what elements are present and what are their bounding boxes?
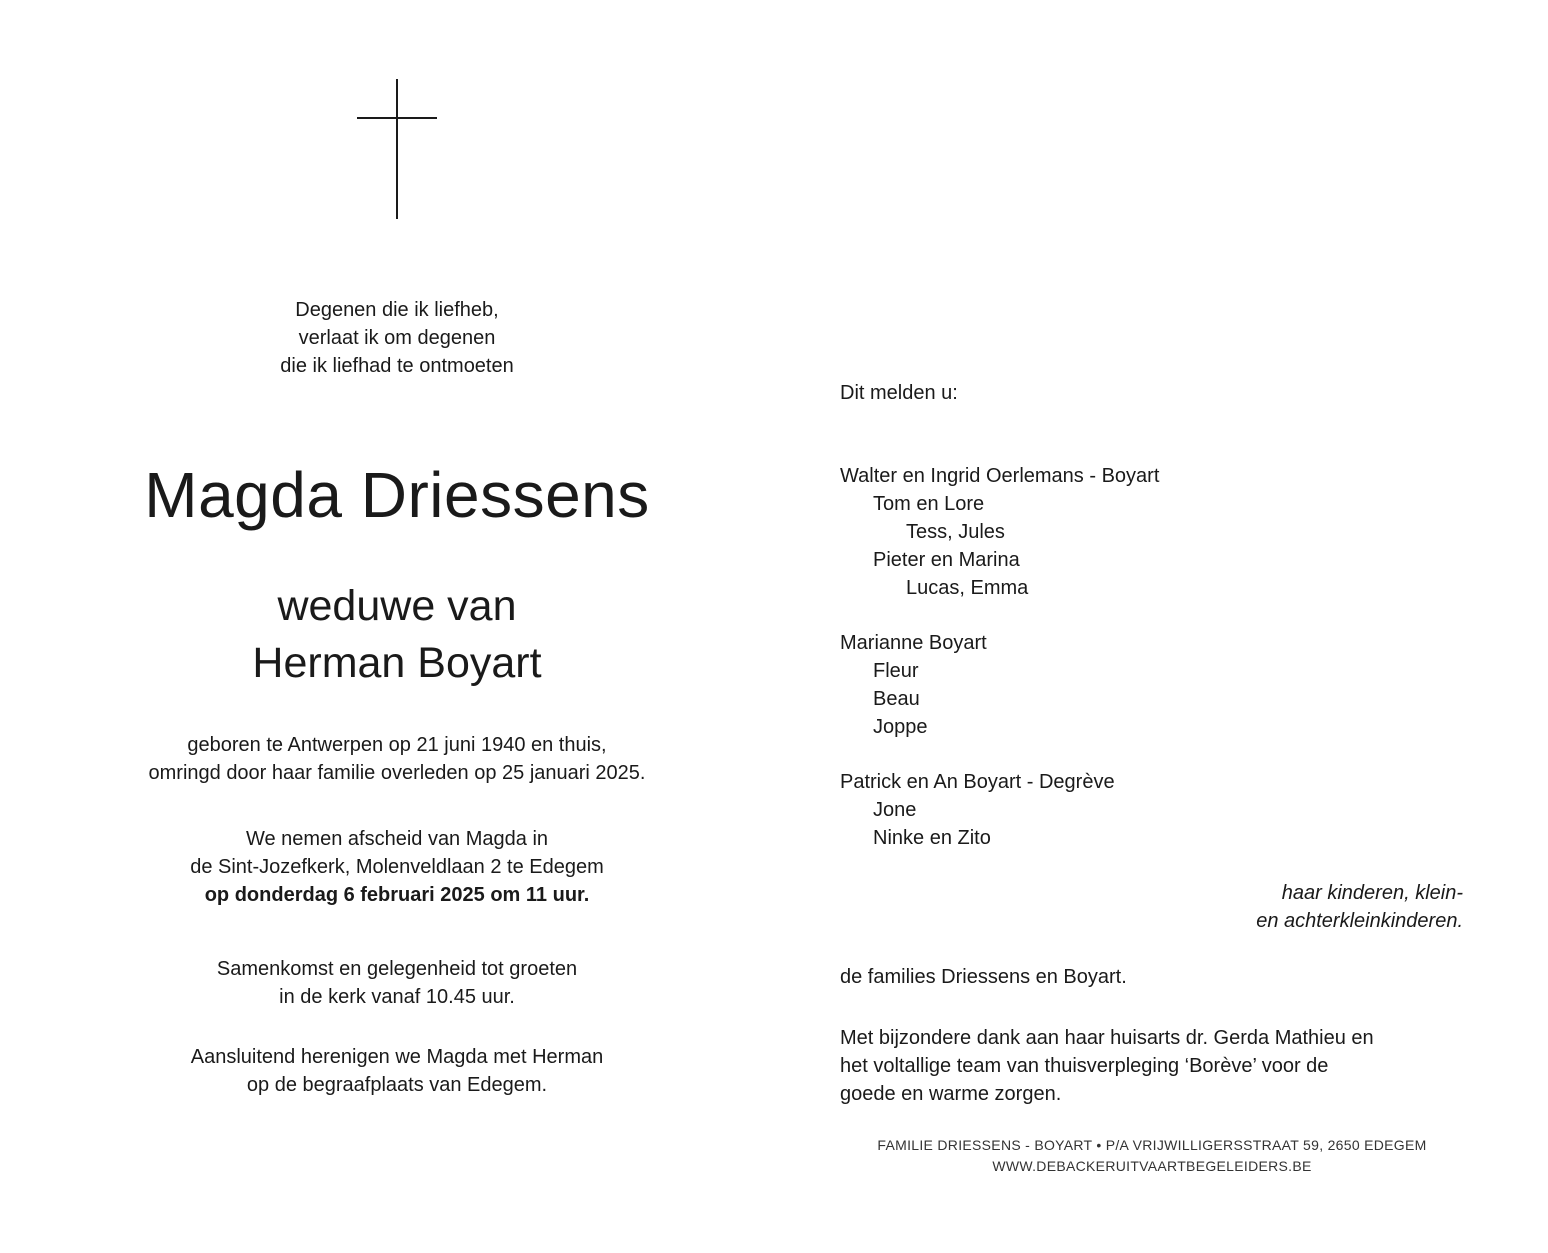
widow-of [97,578,697,692]
family-head: Walter en Ingrid Oerlemans - Boyart [840,465,1160,487]
quote-line: verlaat ik om degenen [298,327,496,349]
family-head: Patrick en An Boyart - Degrève [840,771,1115,793]
burial-info [97,1043,697,1099]
child-name: Ninke en Zito [873,827,991,849]
ceremony-line: We nemen afscheid van Magda in [245,828,549,850]
relation-note [1256,879,1463,935]
burial-location: op de begraafplaats van Edegem. [246,1074,548,1096]
death-line: omringd door haar familie overleden op 25 januari 2025. [148,762,646,784]
gathering-info [97,955,697,1011]
footer-website: WWW.DEBACKERUITVAARTBEGELEIDERS.BE [992,1158,1312,1174]
spouse-name: Herman Boyart [252,639,542,687]
burial-line: Aansluitend herenigen we Magda met Herman [190,1046,604,1068]
ceremony-datetime: op donderdag 6 februari 2025 om 11 uur. [204,884,590,906]
thanks-note [840,1024,1374,1108]
family-head: Marianne Boyart [840,632,987,654]
family-group [840,629,987,741]
family-group [840,768,1115,852]
child-name: Joppe [873,716,928,738]
grandchild-names: Lucas, Emma [906,577,1029,599]
footer [840,1135,1464,1177]
gathering-line: Samenkomst en gelegenheid tot groeten [216,958,578,980]
family-group [840,462,1159,602]
child-name: Tom en Lore [873,493,985,515]
relation-line: en achterkleinkinderen. [1256,910,1463,932]
gathering-time: in de kerk vanaf 10.45 uur. [279,986,515,1008]
thanks-line: Met bijzondere dank aan haar huisarts dr. Gerda Mathieu en [840,1027,1374,1049]
birth-death-info [97,731,697,787]
thanks-line: goede en warme zorgen. [840,1083,1062,1105]
deceased-name: Magda Driessens [144,459,650,531]
announcement-intro: Dit melden u: [840,382,958,404]
child-name: Pieter en Marina [873,549,1020,571]
child-name: Jone [873,799,917,821]
quote-line: Degenen die ik liefheb, [295,299,499,321]
ceremony-info [97,825,697,909]
child-name: Beau [873,688,920,710]
relation-line: haar kinderen, klein- [1281,882,1463,904]
cross-icon [357,79,437,219]
families-line: de families Driessens en Boyart. [840,966,1127,988]
birth-line: geboren te Antwerpen op 21 juni 1940 en thuis, [187,734,607,756]
child-name: Fleur [873,660,919,682]
grandchild-names: Tess, Jules [906,521,1005,543]
ceremony-location: de Sint-Jozefkerk, Molenveldlaan 2 te Edegem [190,856,604,878]
quote-line: die ik liefhad te ontmoeten [280,355,514,377]
footer-address: FAMILIE DRIESSENS - BOYART • P/A VRIJWILLIGERSSTRAAT 59, 2650 EDEGEM [877,1137,1427,1153]
widow-label: weduwe van [277,582,517,630]
memorial-quote [97,296,697,380]
thanks-line: het voltallige team van thuisverpleging ‘Borève’ voor de [840,1055,1329,1077]
cross-vertical-bar [396,79,398,219]
cross-horizontal-bar [357,117,437,119]
